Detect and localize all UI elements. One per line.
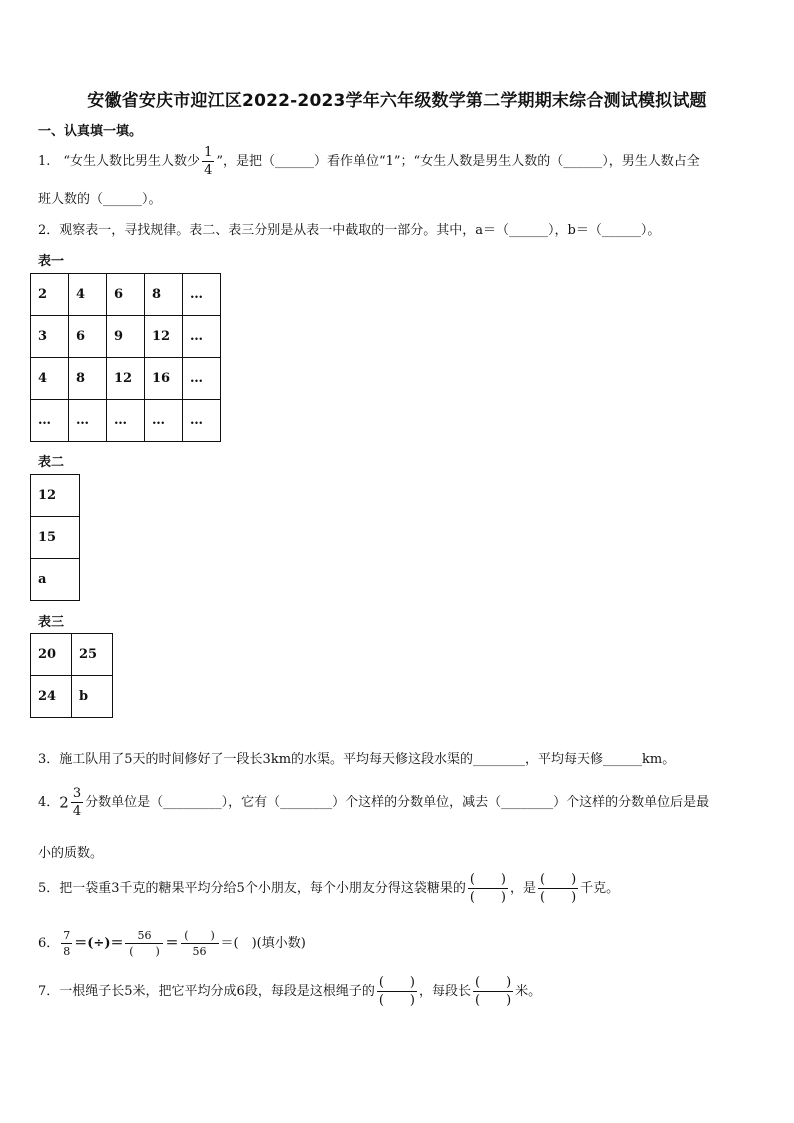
question-4 xyxy=(38,787,709,818)
q7-text-pre: 7．一根绳子长5米，把它平均分成6段，每段是这根绳子的 xyxy=(38,984,375,999)
table-cell: 12 xyxy=(107,358,145,400)
q6-f1-num: 7 xyxy=(63,929,71,942)
q5-f1-num: ( ) xyxy=(469,872,506,887)
table-cell: … xyxy=(107,400,145,442)
table-2-label: 表二 xyxy=(38,455,65,470)
table-1 xyxy=(30,273,221,442)
q1-fraction xyxy=(202,146,214,177)
question-2: 2．观察表一，寻找规律。表二、表三分别是从表一中截取的一部分。其中，a＝（______），b＝（______）。 xyxy=(38,223,661,238)
table-cell: … xyxy=(183,400,221,442)
table-row xyxy=(31,634,113,676)
q5-f2-num: ( ) xyxy=(540,872,577,887)
table-cell: 9 xyxy=(107,316,145,358)
q6-f3-den: 56 xyxy=(192,945,207,958)
q7-f1-den: ( ) xyxy=(378,993,415,1008)
table-3 xyxy=(30,633,113,718)
table-row xyxy=(31,316,221,358)
table-cell: 4 xyxy=(69,274,107,316)
q6-f1-den: 8 xyxy=(63,945,71,958)
q1-text-post: ”，是把（______）看作单位“1”；“女生人数是男生人数的（______），男生人数占全 xyxy=(216,154,700,169)
table-row xyxy=(31,400,221,442)
q5-text-mid: ，是 xyxy=(509,881,536,896)
table-cell: … xyxy=(183,316,221,358)
question-1 xyxy=(38,146,700,177)
question-7 xyxy=(38,976,541,1007)
q1-frac-den: 4 xyxy=(204,163,213,178)
q5-text-pre: 5．把一袋重3千克的糖果平均分给5个小朋友，每个小朋友分得这袋糖果的 xyxy=(38,881,466,896)
question-1-line2: 班人数的（______）。 xyxy=(38,192,162,207)
table-cell: 6 xyxy=(69,316,107,358)
table-3-label: 表三 xyxy=(38,615,65,630)
q7-blank-fraction-2 xyxy=(473,976,513,1007)
q6-fraction-3 xyxy=(181,930,219,957)
table-cell: 8 xyxy=(145,274,183,316)
table-cell: … xyxy=(183,358,221,400)
q4-mixed-integer: 2 xyxy=(59,793,69,812)
table-row xyxy=(31,274,221,316)
table-1-label: 表一 xyxy=(38,254,65,269)
q7-f1-num: ( ) xyxy=(378,975,415,990)
q6-fraction-2 xyxy=(125,930,163,957)
table-cell: b xyxy=(72,676,113,718)
q6-text-pre: 6． xyxy=(38,936,60,951)
page-title: 安徽省安庆市迎江区2022-2023学年六年级数学第二学期期末综合测试模拟试题 xyxy=(87,91,707,111)
table-cell: 3 xyxy=(31,316,69,358)
q7-text-post: 米。 xyxy=(515,984,542,999)
q4-fraction xyxy=(71,787,83,818)
q6-text-post: ＝( )(填小数) xyxy=(220,936,306,951)
table-row xyxy=(31,517,80,559)
q7-f2-den: ( ) xyxy=(475,993,512,1008)
table-cell: 8 xyxy=(69,358,107,400)
q6-f2-num: 56 xyxy=(125,930,163,944)
table-cell: 20 xyxy=(31,634,72,676)
table-cell: … xyxy=(31,400,69,442)
q6-fraction-1 xyxy=(61,930,72,957)
q1-text-pre: 1. “女生人数比男生人数少 xyxy=(38,154,201,169)
question-3: 3．施工队用了5天的时间修好了一段长3km的水渠。平均每天修这段水渠的________，平均每天修______km。 xyxy=(38,752,676,767)
q7-f2-num: ( ) xyxy=(475,975,512,990)
q4-text-pre: 4． xyxy=(38,795,60,810)
section-heading: 一、认真填一填。 xyxy=(38,124,143,139)
table-cell: … xyxy=(183,274,221,316)
question-4-line2: 小的质数。 xyxy=(38,846,104,861)
table-2 xyxy=(30,474,80,601)
q5-blank-fraction-2 xyxy=(538,873,578,904)
table-cell: 15 xyxy=(31,517,80,559)
table-row xyxy=(31,559,80,601)
q5-f2-den: ( ) xyxy=(540,890,577,905)
table-cell: 12 xyxy=(145,316,183,358)
question-6 xyxy=(38,930,306,957)
table-cell: … xyxy=(69,400,107,442)
q6-equals-1: ＝(÷)＝ xyxy=(74,936,124,951)
q7-text-mid: ，每段长 xyxy=(418,984,471,999)
table-cell: 2 xyxy=(31,274,69,316)
table-cell: 6 xyxy=(107,274,145,316)
table-cell: 4 xyxy=(31,358,69,400)
q1-frac-num: 1 xyxy=(204,145,213,160)
table-cell: 12 xyxy=(31,475,80,517)
table-row xyxy=(31,676,113,718)
table-cell: … xyxy=(145,400,183,442)
table-row xyxy=(31,358,221,400)
question-5 xyxy=(38,873,619,904)
q4-frac-num: 3 xyxy=(72,786,82,801)
q6-equals-2: ＝ xyxy=(165,936,179,951)
table-cell: 24 xyxy=(31,676,72,718)
q5-f1-den: ( ) xyxy=(469,890,506,905)
q5-blank-fraction-1 xyxy=(468,873,508,904)
table-cell: 25 xyxy=(72,634,113,676)
table-cell: 16 xyxy=(145,358,183,400)
q6-f2-den: ( ) xyxy=(129,945,160,958)
q4-frac-den: 4 xyxy=(72,804,82,819)
q6-f3-num: ( ) xyxy=(181,930,219,944)
table-cell: a xyxy=(31,559,80,601)
table-row xyxy=(31,475,80,517)
q5-text-post: 千克。 xyxy=(580,881,620,896)
q7-blank-fraction-1 xyxy=(377,976,417,1007)
q4-text-post: 分数单位是（_________），它有（________）个这样的分数单位，减去（________）个这样的分数单位后是最 xyxy=(85,795,710,810)
